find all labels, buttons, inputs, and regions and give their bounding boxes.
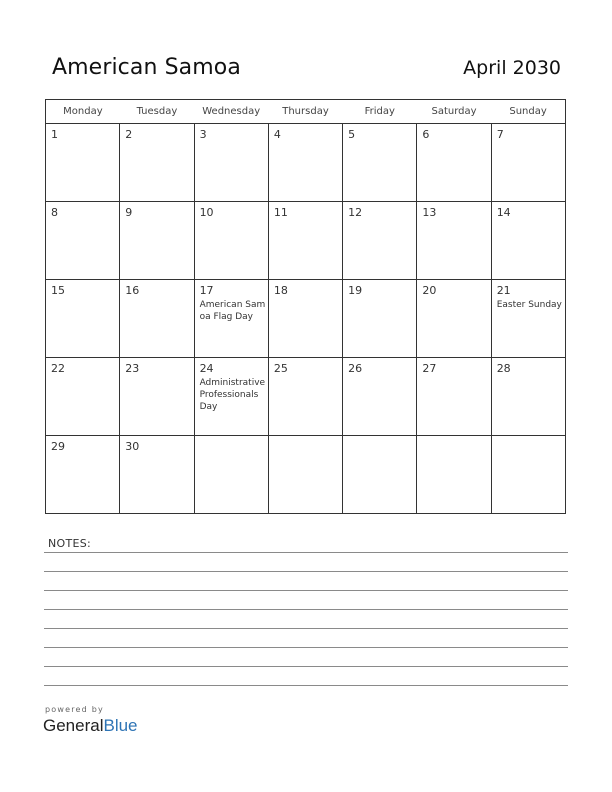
day-cell [46, 124, 120, 202]
day-number: 27 [422, 362, 437, 375]
notes-label: NOTES: [48, 537, 92, 550]
day-number: 5 [348, 128, 356, 141]
week-row [46, 202, 566, 280]
day-cell [46, 358, 120, 436]
generalblue-logo [43, 716, 138, 736]
day-cell [491, 280, 565, 358]
day-cell [268, 124, 342, 202]
day-cell [120, 436, 194, 514]
day-number: 1 [51, 128, 58, 141]
day-number: 28 [496, 362, 511, 375]
day-cell [120, 202, 194, 280]
note-line [44, 552, 568, 553]
day-cell [343, 436, 417, 514]
day-number: 29 [51, 440, 65, 453]
day-cell [343, 358, 417, 436]
day-cell [417, 124, 491, 202]
note-line [44, 647, 568, 648]
weekday-friday: Friday [343, 100, 417, 124]
holiday-label: Administrative Professionals Day [199, 378, 266, 412]
calendar-region-title: American Samoa [52, 55, 241, 80]
note-line [44, 590, 568, 591]
holiday-label: American Samoa Flag Day [199, 300, 266, 322]
weekday-wednesday: Wednesday [194, 100, 268, 124]
day-cell [417, 358, 491, 436]
day-cell [120, 124, 194, 202]
day-number: 12 [348, 206, 363, 219]
day-number: 14 [496, 206, 511, 219]
day-number: 26 [348, 362, 363, 375]
day-cell [343, 280, 417, 358]
day-cell [343, 202, 417, 280]
day-number: 8 [51, 206, 58, 219]
day-cell [194, 202, 268, 280]
weekday-header-row [46, 100, 566, 124]
weekday-saturday: Saturday [417, 100, 491, 124]
day-cell [120, 358, 194, 436]
day-cell [417, 280, 491, 358]
day-number: 9 [125, 206, 133, 219]
day-cell [194, 280, 268, 358]
day-cell [46, 280, 120, 358]
day-cell [268, 436, 342, 514]
day-number: 13 [422, 206, 437, 219]
day-cell [194, 124, 268, 202]
day-number: 30 [125, 440, 140, 453]
note-line [44, 685, 568, 686]
weekday-monday: Monday [46, 100, 120, 124]
week-row [46, 436, 566, 514]
day-cell [194, 436, 268, 514]
week-row [46, 124, 566, 202]
day-cell [491, 358, 565, 436]
day-number: 22 [51, 362, 65, 375]
day-number: 3 [199, 128, 207, 141]
day-cell [46, 202, 120, 280]
day-number: 10 [199, 206, 214, 219]
day-number: 7 [496, 128, 504, 141]
day-number: 2 [125, 128, 133, 141]
day-cell [343, 124, 417, 202]
calendar-month-title: April 2030 [463, 57, 561, 79]
weekday-tuesday: Tuesday [120, 100, 194, 124]
day-cell [268, 280, 342, 358]
day-cell [417, 436, 491, 514]
day-cell [194, 358, 268, 436]
day-number: 6 [422, 128, 430, 141]
day-number: 4 [273, 128, 281, 141]
weekday-thursday: Thursday [268, 100, 342, 124]
day-number: 23 [125, 362, 140, 375]
note-line [44, 628, 568, 629]
week-row [46, 280, 566, 358]
powered-by-text: powered by [45, 705, 104, 714]
day-number: 18 [273, 284, 288, 297]
day-cell [417, 202, 491, 280]
day-number: 19 [348, 284, 363, 297]
day-number: 24 [199, 362, 214, 375]
day-cell [268, 202, 342, 280]
day-number: 16 [125, 284, 140, 297]
note-line [44, 666, 568, 667]
day-cell [268, 358, 342, 436]
brand-general-text: General [43, 716, 104, 735]
calendar-grid [45, 99, 566, 514]
note-line [44, 571, 568, 572]
brand-blue-text: Blue [103, 716, 138, 735]
day-cell [46, 436, 120, 514]
day-cell [120, 280, 194, 358]
day-number: 25 [273, 362, 288, 375]
day-cell [491, 124, 565, 202]
day-number: 21 [496, 284, 511, 297]
note-line [44, 609, 568, 610]
day-number: 11 [273, 206, 288, 219]
week-row [46, 358, 566, 436]
day-number: 20 [422, 284, 437, 297]
day-number: 15 [51, 284, 65, 297]
day-cell [491, 202, 565, 280]
holiday-label: Easter Sunday [496, 300, 562, 310]
day-cell [491, 436, 565, 514]
weekday-sunday: Sunday [491, 100, 565, 124]
day-number: 17 [199, 284, 214, 297]
